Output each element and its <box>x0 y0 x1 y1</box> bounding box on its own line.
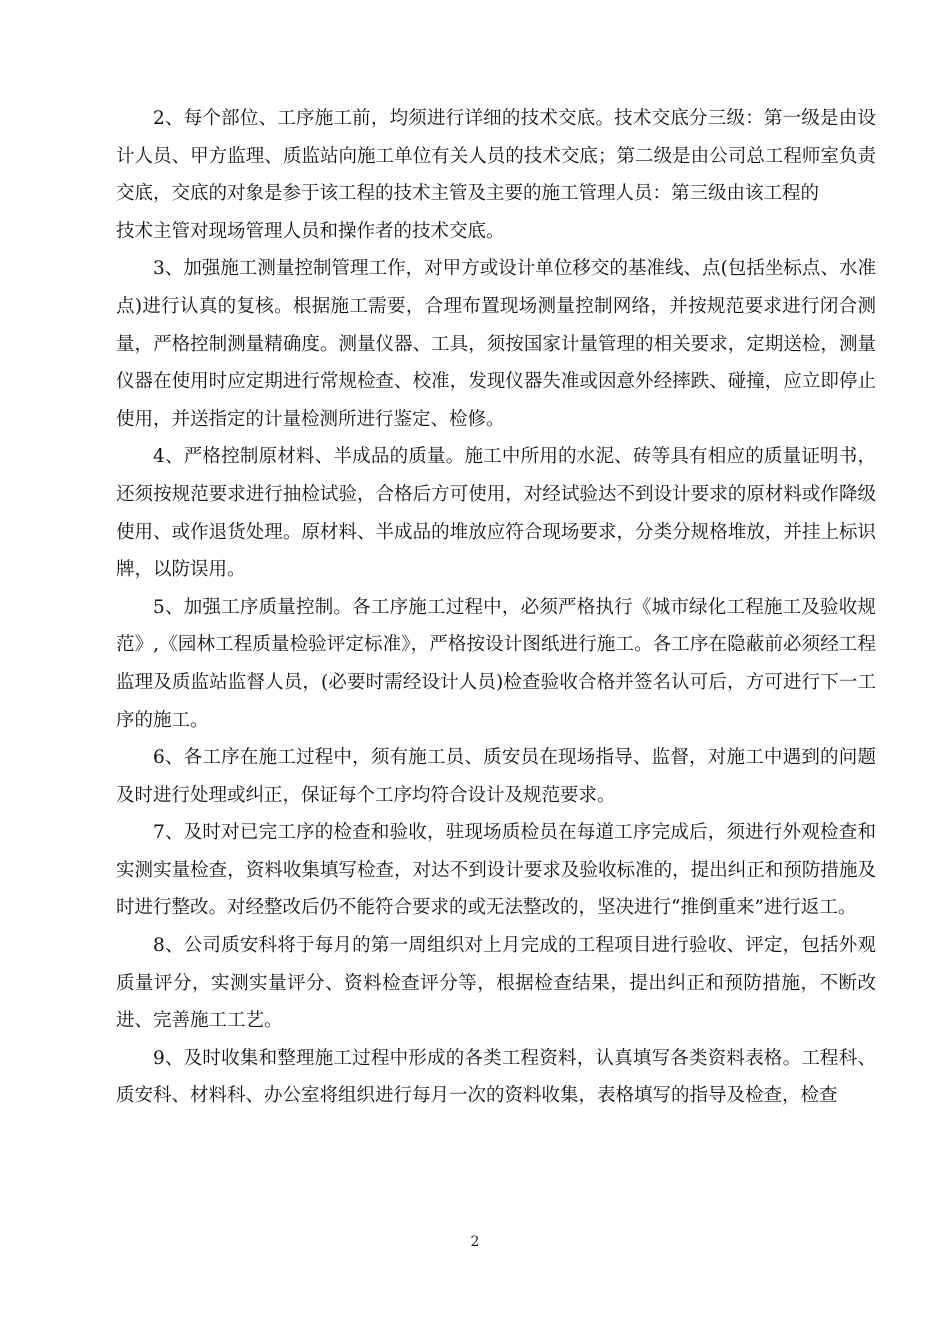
paragraph-item-6: 6、各工序在施工过程中，须有施工员、质安员在现场指导、监督，对施工中遇到的问题及时进行处理或纠正，保证每个工序均符合设计及规范要求。 <box>116 747 876 806</box>
paragraph-item-7: 7、及时对已完工序的检查和验收，驻现场质检员在每道工序完成后，须进行外观检查和实测实量检查，资料收集填写检查，对达不到设计要求及验收标准的，提出纠正和预防措施及时进行整改。对经整改后仍不能符合要求的或无法整改的，坚决进行“推倒重来”进行返工。 <box>116 822 876 919</box>
paragraph-item-2: 2、每个部位、工序施工前，均须进行详细的技术交底。技术交底分三级：第一级是由设计人员、甲方监理、质监站向施工单位有关人员的技术交底；第二级是由公司总工程师室负责交底，交底的对象是参于该工程的技术主管及主要的施工管理人员：第三级由该工程的 <box>116 108 876 205</box>
paragraph-item-3: 3、加强施工测量控制管理工作，对甲方或设计单位移交的基准线、点(包括坐标点、水准点)进行认真的复核。根据施工需要，合理布置现场测量控制网络，并按规范要求进行闭合测量，严格控制测量精确度。测量仪器、工具，须按国家计量管理的相关要求，定期送检，测量仪器在使用时应定期进行常规检查、校准，发现仪器失准或因意外经摔跌、碰撞，应立即停止使用，并送指定的计量检测所进行鉴定、检修。 <box>116 258 876 430</box>
paragraph-item-5: 5、加强工序质量控制。各工序施工过程中，必须严格执行《城市绿化工程施工及验收规范》,《园林工程质量检验评定标准》，严格按设计图纸进行施工。各工序在隐蔽前必须经工程监理及质监站监督人员，(必要时需经设计人员)检查验收合格并签名认可后，方可进行下一工序的施工。 <box>116 596 876 731</box>
paragraph-item-4: 4、严格控制原材料、半成品的质量。施工中所用的水泥、砖等具有相应的质量证明书，还须按规范要求进行抽检试验，合格后方可使用，对经试验达不到设计要求的原材料或作降级使用、或作退货处理。原材料、半成品的堆放应符合现场要求，分类分规格堆放，并挂上标识牌，以防误用。 <box>116 446 876 581</box>
page-number: 2 <box>470 1234 480 1250</box>
paragraph-item-2-continued: 技术主管对现场管理人员和操作者的技术交底。 <box>116 220 505 242</box>
paragraph-item-8: 8、公司质安科将于每月的第一周组织对上月完成的工程项目进行验收、评定，包括外观质量评分，实测实量评分、资料检查评分等，根据检查结果，提出纠正和预防措施，不断改进、完善施工工艺。 <box>116 935 876 1032</box>
paragraph-item-9: 9、及时收集和整理施工过程中形成的各类工程资料，认真填写各类资料表格。工程科、质安科、材料科、办公室将组织进行每月一次的资料收集，表格填写的指导及检查，检查 <box>116 1047 876 1107</box>
document-body <box>116 100 876 1115</box>
